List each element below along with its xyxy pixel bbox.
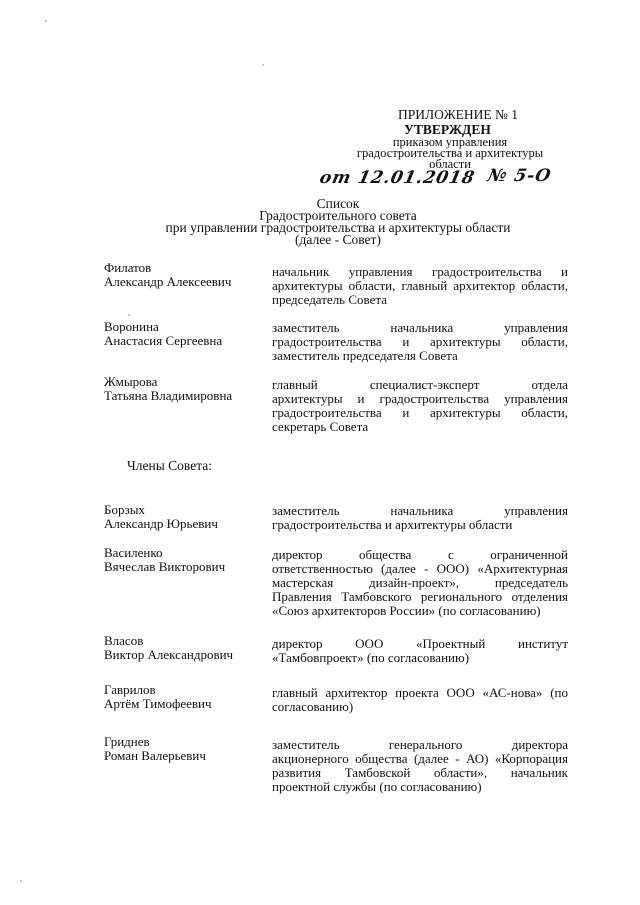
order-line: области xyxy=(429,157,471,171)
person-role xyxy=(272,548,568,618)
role-line: начальник управления градостроительства и xyxy=(272,264,568,279)
person-surname: Гаврилов xyxy=(104,682,156,697)
person-surname: Василенко xyxy=(104,545,163,560)
handwritten-number: № 5-О xyxy=(485,166,554,186)
role-line: мастерская дизайн-проект», председатель xyxy=(272,575,568,590)
person-role xyxy=(272,738,568,794)
role-line: директор ООО «Проектный институт xyxy=(272,636,568,651)
person-role xyxy=(272,637,568,665)
person-surname: Власов xyxy=(104,633,144,648)
person-given-name: Вячеслав Викторович xyxy=(104,559,226,574)
person-given-name: Виктор Александрович xyxy=(104,647,234,662)
document-title: Список xyxy=(316,196,360,211)
role-line: градостроительства и архитектуры области, xyxy=(272,405,568,420)
role-line: архитектуры и градостроительства управления xyxy=(272,391,568,406)
order-line: приказом управления xyxy=(392,135,508,149)
document-subtitle: Градостроительного совета xyxy=(259,208,417,223)
role-line: градостроительства и архитектуры области xyxy=(272,517,513,532)
person-surname: Борзых xyxy=(104,502,145,517)
role-line: «Тамбовпроект» (по согласованию) xyxy=(272,650,470,665)
person-role xyxy=(272,686,568,714)
scan-speck xyxy=(128,314,130,316)
person-role xyxy=(272,504,568,532)
handwritten-date: от 12.01.2018 xyxy=(317,168,477,188)
role-line: заместитель генерального директора xyxy=(272,737,568,752)
approved-label: УТВЕРЖДЕН xyxy=(404,122,491,137)
role-line: согласованию) xyxy=(272,699,354,714)
person-given-name: Роман Валерьевич xyxy=(104,748,206,763)
scan-speck xyxy=(262,64,264,66)
person-given-name: Артём Тимофеевич xyxy=(104,696,212,711)
person-given-name: Татьяна Владимировна xyxy=(104,388,233,403)
person-surname: Воронина xyxy=(104,319,159,334)
role-line: развития Тамбовской области», начальник xyxy=(272,765,568,780)
document-subtitle: при управлении градостроительства и архитектуры области xyxy=(165,220,511,235)
order-line: градостроительства и архитектуры xyxy=(356,146,544,160)
appendix-label: ПРИЛОЖЕНИЕ № 1 xyxy=(398,107,519,122)
role-line: председатель Совета xyxy=(272,292,387,307)
role-line: акционерного общества (далее - АО) «Корпорация xyxy=(272,751,568,766)
role-line: проектной службы (по согласованию) xyxy=(272,779,482,794)
role-line: директор общества с ограниченной xyxy=(272,547,568,562)
role-line: «Союз архитекторов России» (по согласованию) xyxy=(272,603,541,618)
document-subtitle: (далее - Совет) xyxy=(295,232,381,247)
role-line: главный архитектор проекта ООО «АС-нова» (по xyxy=(272,685,568,700)
person-role xyxy=(272,265,568,307)
person-given-name: Александр Юрьевич xyxy=(104,516,218,531)
role-line: заместитель председателя Совета xyxy=(272,348,458,363)
role-line: архитектуры области, главный архитектор области, xyxy=(272,278,568,293)
person-given-name: Анастасия Сергеевна xyxy=(104,333,223,348)
person-surname: Жмырова xyxy=(104,374,158,389)
role-line: градостроительства и архитектуры области, xyxy=(272,334,568,349)
members-heading: Члены Совета: xyxy=(127,458,213,473)
person-surname: Филатов xyxy=(104,260,152,275)
scan-speck xyxy=(45,20,47,22)
role-line: заместитель начальника управления xyxy=(272,320,568,335)
role-line: Правления Тамбовского регионального отделения xyxy=(272,589,568,604)
person-surname: Гриднев xyxy=(104,734,150,749)
person-role xyxy=(272,378,568,434)
role-line: заместитель начальника управления xyxy=(272,503,568,518)
role-line: главный специалист-эксперт отдела xyxy=(272,377,568,392)
scan-speck xyxy=(20,880,22,882)
role-line: секретарь Совета xyxy=(272,419,369,434)
role-line: ответственностью (далее - ООО) «Архитектурная xyxy=(272,561,568,576)
person-given-name: Александр Алексеевич xyxy=(104,274,232,289)
person-role xyxy=(272,321,568,363)
